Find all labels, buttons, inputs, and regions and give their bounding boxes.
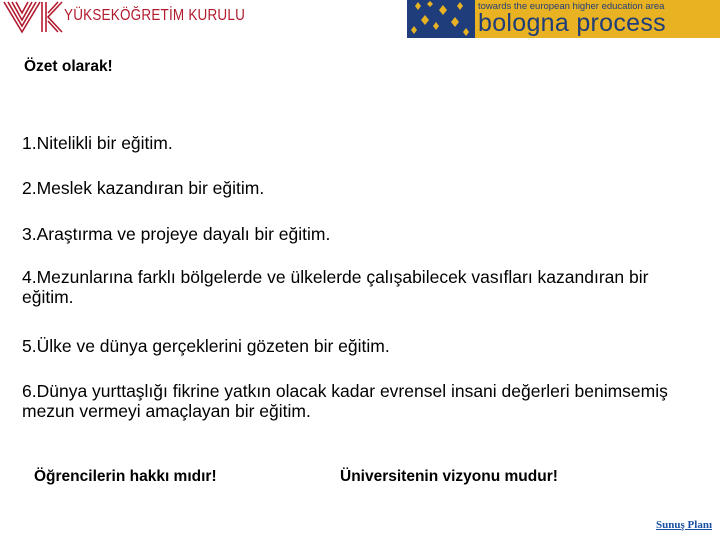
list-item: 4.Mezunlarına farklı bölgelerde ve ülkelerde çalışabilecek vasıfları kazandıran bir eğitim. [22,267,649,307]
yok-logo-text: YÜKSEKÖĞRETİM KURULU [64,6,246,24]
list-item: 2.Meslek kazandıran bir eğitim. [22,178,265,198]
bologna-process-banner [407,0,720,38]
yok-logo-icon [2,0,64,34]
university-vision-note: Üniversitenin vizyonu mudur! [340,468,558,485]
list-item: 5.Ülke ve dünya gerçeklerini gözeten bir eğitim. [22,336,390,356]
students-right-note: Öğrencilerin hakkı mıdır! [34,468,217,485]
bologna-brand: bologna process [478,9,666,37]
page-title: Özet olarak! [24,58,113,75]
list-item: 3.Araştırma ve projeye dayalı bir eğitim. [22,224,331,244]
bologna-tagline: towards the european higher education area [478,1,665,12]
list-item: 6.Dünya yurttaşlığı fikrine yatkın olacak kadar evrensel insani değerleri benimsemiş mezun vermeyi amaçlayan bir eğitim. [22,381,668,421]
presentation-plan-link[interactable]: Sunuş Planı [656,519,712,531]
list-item: 1.Nitelikli bir eğitim. [22,133,173,153]
eu-stars-icon [407,0,475,38]
yok-logo [2,0,246,34]
